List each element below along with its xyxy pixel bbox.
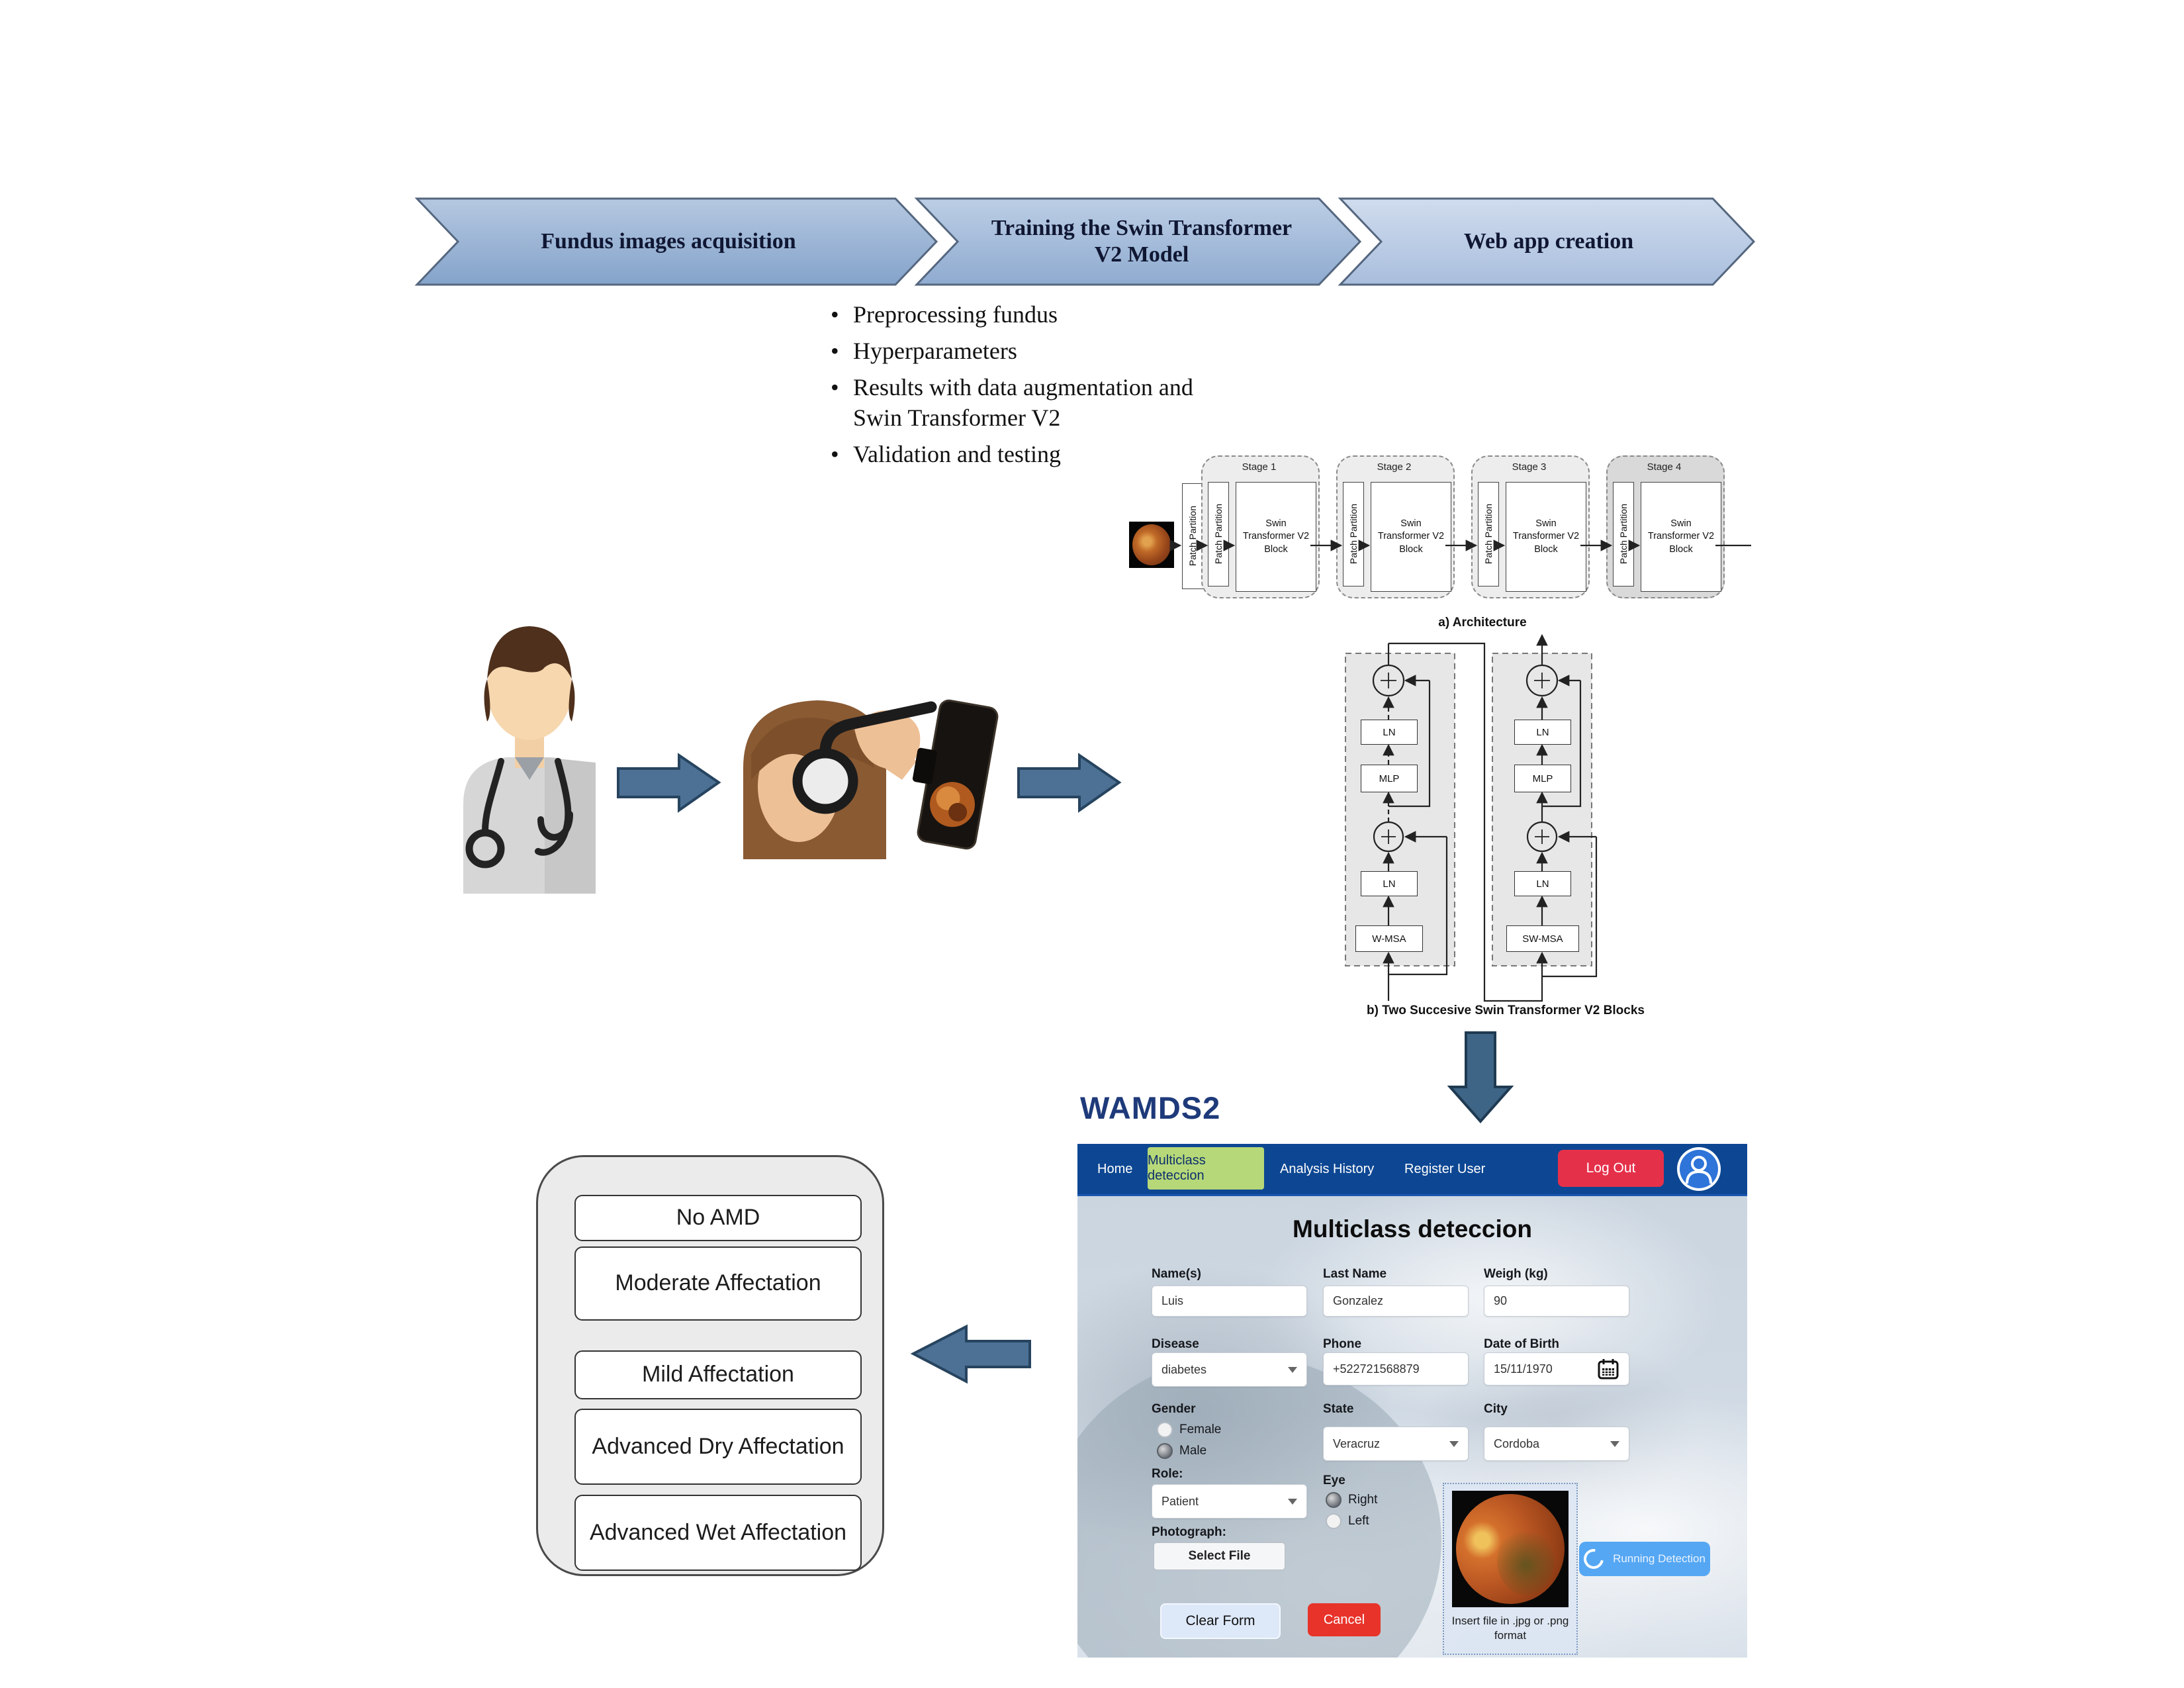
patch-partition-box: Patch Partition — [1182, 483, 1203, 589]
swin-block-box: Swin Transformer V2 Block — [1641, 482, 1721, 592]
spinner-icon — [1580, 1545, 1608, 1573]
patch-partition-box: Patch Partition — [1478, 482, 1499, 586]
list-item: • Validation and testing — [831, 439, 1228, 469]
stage-4-label: Stage 4 — [1647, 461, 1682, 473]
weight-label: Weigh (kg) — [1484, 1267, 1548, 1281]
chevron-step-2-label: Training the Swin Transformer V2 Model — [991, 215, 1293, 267]
phone-input[interactable] — [1323, 1352, 1469, 1385]
patient-fundus-exam-icon — [725, 669, 1009, 861]
ln-box: LN — [1361, 871, 1418, 896]
flow-arrow-right-icon — [615, 751, 721, 814]
nav-item-multiclass-deteccion[interactable]: Multiclass deteccion — [1148, 1147, 1264, 1190]
nav-item-home[interactable]: Home — [1097, 1161, 1133, 1176]
dob-input[interactable]: 15/11/1970 — [1484, 1352, 1629, 1385]
chevron-step-3-label: Web app creation — [1463, 228, 1634, 254]
city-select[interactable]: Cordoba — [1484, 1427, 1629, 1461]
weight-input[interactable] — [1484, 1286, 1629, 1317]
swin-block-box: Swin Transformer V2 Block — [1371, 482, 1451, 592]
disease-select[interactable]: diabetes — [1152, 1352, 1307, 1387]
ln-box: LN — [1514, 871, 1571, 896]
user-avatar-icon[interactable] — [1676, 1147, 1721, 1192]
lastname-label: Last Name — [1323, 1267, 1387, 1281]
results-container — [536, 1155, 884, 1576]
role-label: Role: — [1152, 1467, 1183, 1481]
result-class-moderate: Moderate Affectation — [574, 1246, 862, 1321]
eye-left-radio[interactable]: Left — [1326, 1513, 1369, 1529]
role-select[interactable]: Patient — [1152, 1484, 1307, 1519]
bullet-icon: • — [831, 301, 839, 328]
fundus-photo — [1452, 1491, 1569, 1607]
logout-button[interactable]: Log Out — [1558, 1150, 1664, 1187]
lastname-input[interactable] — [1323, 1286, 1469, 1317]
photograph-label: Photograph: — [1152, 1525, 1226, 1539]
result-class-mild: Mild Affectation — [574, 1350, 862, 1399]
chevron-down-icon — [1610, 1441, 1619, 1447]
mlp-box: MLP — [1361, 765, 1418, 792]
stage-2-label: Stage 2 — [1377, 461, 1412, 473]
swmsa-box: SW-MSA — [1506, 925, 1579, 952]
fundus-photo-macula — [1497, 1528, 1554, 1595]
webapp-panel — [1077, 1144, 1747, 1658]
flow-arrow-down-icon — [1447, 1030, 1514, 1124]
nav-item-analysis-history[interactable]: Analysis History — [1280, 1161, 1375, 1176]
cancel-button[interactable]: Cancel — [1308, 1603, 1381, 1636]
chevron-down-icon — [1449, 1441, 1459, 1447]
clear-form-button[interactable]: Clear Form — [1160, 1603, 1281, 1639]
eye-right-radio[interactable]: Right — [1326, 1492, 1377, 1508]
chevron-down-icon — [1288, 1499, 1297, 1505]
disease-label: Disease — [1152, 1337, 1199, 1351]
stage-3-label: Stage 3 — [1512, 461, 1547, 473]
nav-item-register-user[interactable]: Register User — [1404, 1161, 1486, 1176]
radio-icon — [1326, 1513, 1342, 1529]
wmsa-box: W-MSA — [1355, 925, 1423, 952]
radio-icon — [1157, 1422, 1173, 1438]
patch-partition-box: Patch Partition — [1343, 482, 1364, 586]
result-class-advanced-dry: Advanced Dry Affectation — [574, 1409, 862, 1485]
architecture-caption: a) Architecture — [1438, 616, 1527, 630]
names-input[interactable] — [1152, 1286, 1307, 1317]
gender-female-radio[interactable]: Female — [1157, 1422, 1221, 1438]
bullet-icon: • — [831, 338, 839, 365]
fundus-photo-retina — [1456, 1494, 1565, 1604]
doctor-icon — [447, 616, 612, 894]
state-select[interactable]: Veracruz — [1323, 1427, 1469, 1461]
chevron-down-icon — [1288, 1367, 1297, 1373]
city-label: City — [1484, 1402, 1508, 1416]
patch-partition-box: Patch Partition — [1208, 482, 1229, 586]
result-class-advanced-wet: Advanced Wet Affectation — [574, 1495, 862, 1571]
bullet-icon: • — [831, 374, 839, 401]
upload-preview-box[interactable] — [1443, 1483, 1578, 1655]
chevron-step-1-label: Fundus images acquisition — [541, 228, 796, 254]
stage-1-label: Stage 1 — [1242, 461, 1277, 473]
select-file-button[interactable]: Select File — [1154, 1542, 1285, 1570]
running-detection-button[interactable]: Running Detection — [1579, 1542, 1710, 1576]
bullet-icon: • — [831, 441, 839, 468]
list-item: • Results with data augmentation and Swin Transformer V2 — [831, 372, 1228, 433]
architecture-connectors — [1125, 450, 1780, 609]
webapp-logo: WAMDS2 — [1080, 1090, 1221, 1125]
phone-label: Phone — [1323, 1337, 1362, 1351]
dob-label: Date of Birth — [1484, 1337, 1559, 1351]
blocks-diagram-caption: b) Two Succesive Swin Transformer V2 Blocks — [1367, 1004, 1645, 1017]
ln-box: LN — [1514, 720, 1571, 745]
swin-block-box: Swin Transformer V2 Block — [1236, 482, 1316, 592]
result-class-no-amd: No AMD — [574, 1195, 862, 1241]
swin-blocks-diagram — [1334, 629, 1645, 1013]
list-item: • Hyperparameters — [831, 336, 1228, 366]
eye-label: Eye — [1323, 1474, 1345, 1487]
page-title: Multiclass deteccion — [1293, 1215, 1532, 1243]
state-label: State — [1323, 1402, 1354, 1416]
gender-male-radio[interactable]: Male — [1157, 1443, 1206, 1459]
webapp-navbar — [1077, 1144, 1747, 1196]
list-item: • Preprocessing fundus — [831, 299, 1228, 330]
radio-selected-icon — [1326, 1492, 1342, 1508]
mlp-box: MLP — [1514, 765, 1571, 792]
calendar-icon[interactable] — [1597, 1358, 1619, 1380]
upload-caption: Insert file in .jpg or .png format — [1451, 1615, 1569, 1642]
ln-box: LN — [1361, 720, 1418, 745]
flow-arrow-right-icon — [1016, 751, 1122, 814]
flow-arrow-left-icon — [910, 1323, 1032, 1385]
gender-label: Gender — [1152, 1402, 1196, 1416]
training-notes-list — [831, 299, 1228, 475]
patch-partition-box: Patch Partition — [1613, 482, 1634, 586]
radio-selected-icon — [1157, 1443, 1173, 1459]
swin-block-box: Swin Transformer V2 Block — [1506, 482, 1586, 592]
names-label: Name(s) — [1152, 1267, 1201, 1281]
